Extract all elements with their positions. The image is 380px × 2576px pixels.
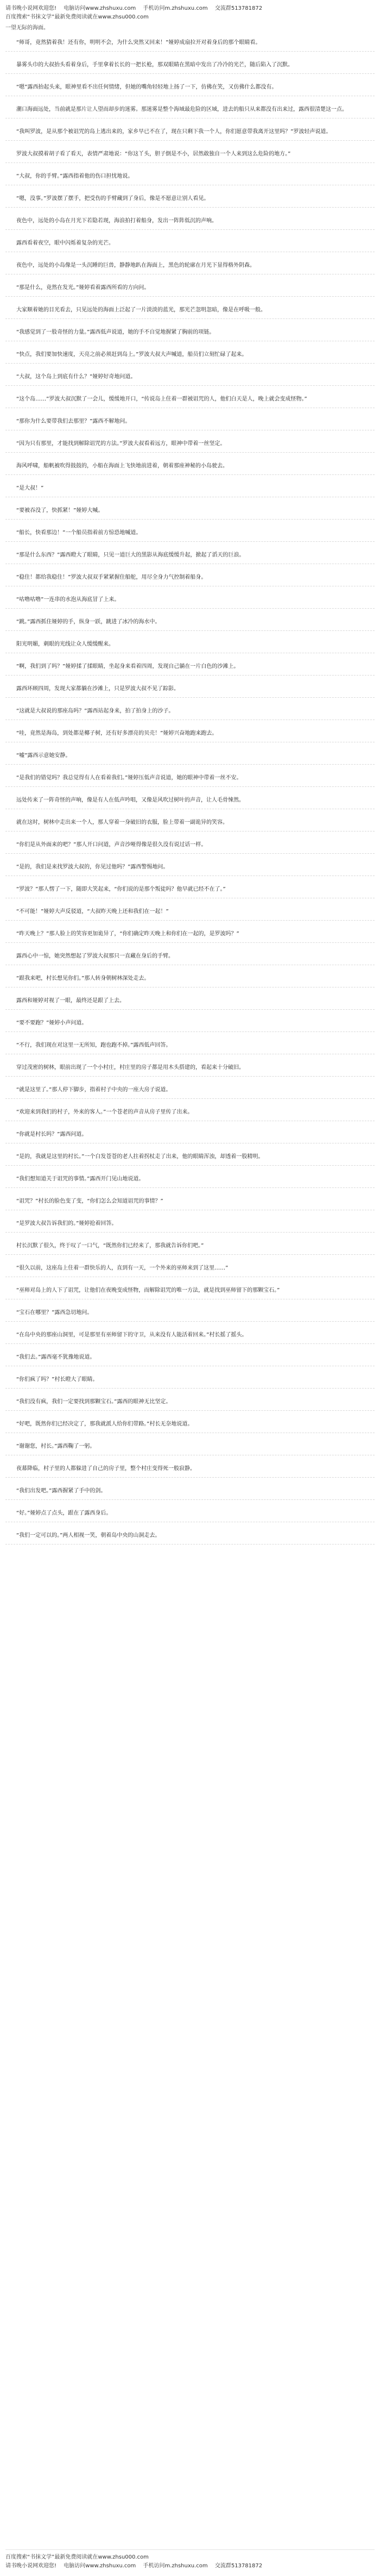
paragraph: “欢迎来到我们的村子，外来的客人。”一个苍老的声音从房子里传了出来。 [5, 1108, 375, 1121]
paragraph: “不可能！”娅婷大声反驳道，“大叔昨天晚上还和我们在一起！” [5, 907, 375, 921]
paragraph: “是大叔！” [5, 484, 375, 497]
paragraph: 夜幕降临，村子里的人都躲进了自己的房子里，整个村庄变得死一般寂静。 [5, 1464, 375, 1478]
paragraph: “是罗波大叔告诉我们的。”娅婷抢着回答。 [5, 1219, 375, 1233]
paragraph: “这个岛……”罗波大叔沉默了一会儿，缓缓地开口，“传说岛上住着一群被诅咒的人，他们白天是人，晚上就会变成怪物。” [5, 395, 375, 408]
paragraph: 夜色中，远处的小岛在月光下若隐若现，海浪拍打着船身，发出一阵阵低沉的声响。 [5, 216, 375, 230]
paragraph: 露西环顾四周，发现大家都躺在沙滩上，只是罗波大叔不见了踪影。 [5, 684, 375, 698]
paragraph: 大家顺着她的目光看去，只见远处的海面上泛起了一片淡淡的蓝光，那光芒忽明忽暗，像是在呼吸一般。 [5, 305, 375, 319]
footer-mobile-url-link[interactable]: 手机访问m.zhshuxu.com [143, 2563, 208, 2569]
site-footer [5, 2549, 375, 2571]
paragraph: “是的，我就是这里的村长。”一个白发苍苍的老人拄着拐杖走了出来，他的眼睛浑浊，却透着一股精明。 [5, 1152, 375, 1166]
paragraph: “巫师对岛上的人下了诅咒，让他们在夜晚变成怪物，而解除诅咒的唯一方法，就是找到巫师留下的那颗宝石。” [5, 1286, 375, 1299]
footer-desktop-url-link[interactable]: 电脑访问www.zhshuxu.com [64, 2563, 136, 2569]
paragraph: “很久以前，这座岛上住着一群快乐的人，直到有一天，一个外来的巫师来到了这里……” [5, 1264, 375, 1277]
paragraph: “那是什么，竟然在发光。”娅婷看着露西所看的方向问。 [5, 283, 375, 297]
welcome-text: 请书晚小说网欢迎您! [5, 5, 57, 11]
footer-search-promo: 百度搜索“书抹文学”最新免费阅读就在www.zhsu000.com [5, 2554, 149, 2560]
paragraph: “诅咒？”村长的脸色变了变，“你们怎么会知道诅咒的事情？” [5, 1197, 375, 1210]
search-promo-line: 百度搜索“书抹文学”最新免费阅读就在www.zhsu000.com [5, 14, 149, 20]
paragraph: “跳。”露西抓住娅婷的手，纵身一跃，跳进了冰冷的海水中。 [5, 617, 375, 631]
paragraph: “嗯”露西抬起头来，眼神里看不出任何情绪，但她的嘴角轻轻地上扬了一下，仿佛在笑，又仿佛什么都没有。 [5, 83, 375, 96]
paragraph: “稳住！都给我稳住！”罗波大叔双手紧紧握住船舵，用尽全身力气控制着船身。 [5, 573, 375, 586]
paragraph: “大叔，你的手臂。”露西指着他的伤口担忧地说。 [5, 172, 375, 185]
paragraph: “要被吞没了，快抓紧！”娅婷大喊。 [5, 506, 375, 520]
paragraph: “师哥，竟然猜着我！还有你，明明不会，为什么突然又回来！”娅婷成扇拉开对着身后的那个眼睛看。 [5, 38, 375, 52]
paragraph: “我叫罗波，是从那个被诅咒的岛上逃出来的，家乡早已不在了，现在只剩下我一个人，你们愿意带我离开这里吗？”罗波轻声说道。 [5, 127, 375, 141]
chapter-title: 一望无际的海面。 [5, 25, 49, 31]
paragraph: “大叔，这个岛上到底有什么？”娅婷好奇地问道。 [5, 372, 375, 386]
paragraph: “昨天晚上？”那人脸上的笑容更加诡异了，“你们确定昨天晚上和你们在一起的，是罗波吗？” [5, 929, 375, 943]
paragraph: “我们去。”露西毫不犹豫地说道。 [5, 1353, 375, 1366]
paragraph: “嗯，没事。”罗波摆了摆手，把受伤的手臂藏到了身后，像是不愿意让别人看见。 [5, 194, 375, 208]
paragraph: “咕噜咕噜”一连串的水泡从海底冒了上来。 [5, 595, 375, 609]
paragraph: “谢谢您，村长。”露西鞠了一躬。 [5, 1442, 375, 1455]
paragraph: 露西看着夜空，眼中闪烁着复杂的光芒。 [5, 239, 375, 252]
footer-site-info [5, 2562, 375, 2571]
footer-group-number: 交流群513781872 [214, 2563, 263, 2569]
paragraph: “跟我来吧，村长想见你们。”那人转身朝树林深处走去。 [5, 974, 375, 987]
paragraph: “宝石在哪里？”露西急切地问。 [5, 1308, 375, 1322]
mobile-url-link[interactable]: 手机访问m.zhshuxu.com [143, 5, 208, 11]
paragraph: “那你为什么要带我们去那里？”露西不解地问。 [5, 417, 375, 430]
paragraph: “啊，我们到了吗？”娅婷揉了揉眼睛，坐起身来看着四周，发现自己躺在一片白色的沙滩上。 [5, 662, 375, 676]
paragraph: 暴雾头巾的大叔抬头看着身后，手里拿着长长的一把长枪，那双眼睛在黑暗中发出了冷冷的光芒，随后陷入了沉默。 [5, 60, 375, 74]
paragraph: 罗波大叔摸着胡子看了看天，表情严肃地说：“你这丫头，胆子倒是不小，居然敢独自一个人来到这么危险的地方。” [5, 149, 375, 163]
paragraph: “嘘”露西示意她安静。 [5, 751, 375, 765]
paragraph: “这就是大叔说的那座岛吗？”露西站起身来，拍了拍身上的沙子。 [5, 706, 375, 720]
paragraph: 海风呼啸，船帆被吹得鼓鼓的，小船在海面上飞快地前进着，朝着那座神秘的小岛驶去。 [5, 461, 375, 475]
paragraph: “就是这里了。”那人停下脚步，指着村子中央的一座大房子说道。 [5, 1085, 375, 1099]
paragraph: “你就是村长吗？”露西问道。 [5, 1130, 375, 1143]
paragraph: “是我们的错觉吗？我总觉得有人在看着我们。”娅婷压低声音说道，她的眼神中带着一丝不安。 [5, 773, 375, 787]
paragraph: “好吧，既然你们已经决定了，那我就派人给你们带路。”村长无奈地说道。 [5, 1420, 375, 1433]
paragraph: 远处传来了一阵奇怪的声响，像是有人在低声吟唱，又像是风吹过树叶的声音，让人毛骨悚然。 [5, 796, 375, 809]
paragraph: 村长沉默了很久，终于叹了一口气，“既然你们已经来了，那我就告诉你们吧。” [5, 1241, 375, 1255]
paragraph: “你们疯了吗？”村长瞪大了眼睛。 [5, 1375, 375, 1389]
paragraph: 就在这时，树林中走出来一个人，那人穿着一身破旧的衣服，脸上带着一副诡异的笑容。 [5, 818, 375, 831]
paragraph: “我们想知道关于诅咒的事情。”露西开门见山地说道。 [5, 1174, 375, 1188]
paragraph: “要不要跑？”娅婷小声问道。 [5, 1018, 375, 1032]
paragraph: “快点，我们要加快速度，天亮之前必须赶到岛上。”罗波大叔大声喊道，船员们立刻忙碌了起来。 [5, 350, 375, 364]
paragraph: 穿过茂密的树林，眼前出现了一个小村庄，村庄里的房子都是用木头搭建的，看起来十分破旧。 [5, 1063, 375, 1077]
paragraph: “罗波？”那人愣了一下，随即大笑起来，“你们说的是那个叛徒吗？他早就已经不在了。” [5, 885, 375, 898]
paragraph: “不行，我们现在对这里一无所知，跑也跑不掉。”露西低声回答。 [5, 1041, 375, 1054]
paragraph: 露西和娅婷对视了一眼，最终还是跟了上去。 [5, 996, 375, 1010]
paragraph: “那是什么东西？”露西瞪大了眼睛，只见一道巨大的黑影从海底缓缓升起，掀起了滔天的巨浪。 [5, 551, 375, 564]
paragraph: “因为只有那里，才能找到解除诅咒的方法。”罗波大叔看着远方，眼神中带着一丝坚定。 [5, 439, 375, 453]
paragraph: “你们是从外面来的吧？”那人开口问道，声音沙哑得像是很久没有说过话一样。 [5, 840, 375, 854]
paragraph: “船长，快看那边！”一个船员指着前方惊恐地喊道。 [5, 528, 375, 542]
paragraph: “我们出发吧。”露西握紧了手中的剑。 [5, 1486, 375, 1500]
paragraph: “我们没有疯，我们一定要找到那颗宝石。”露西的眼神无比坚定。 [5, 1397, 375, 1411]
group-number: 交流群513781872 [214, 5, 263, 11]
paragraph: “我感觉到了一股奇怪的力量。”露西低声说道，她的手不自觉地握紧了胸前的项链。 [5, 328, 375, 341]
chapter-body [0, 35, 380, 1545]
paragraph: 阳光明媚，刺眼的光线让众人缓缓醒来。 [5, 640, 375, 653]
footer-welcome-text: 请书晚小说网欢迎您! [5, 2563, 57, 2569]
site-info-line [5, 4, 375, 13]
paragraph: “是的，我们是来找罗波大叔的，你见过他吗？”露西警惕地问。 [5, 862, 375, 876]
desktop-url-link[interactable]: 电脑访问www.zhshuxu.com [64, 5, 136, 11]
paragraph: “在岛中央的那座山洞里，可是那里有巫师留下的守卫，从来没有人能活着回来。”村长摇了摇头。 [5, 1330, 375, 1344]
site-header [0, 0, 380, 35]
paragraph: “我们一定可以的。”两人相视一笑，朝着岛中央的山洞走去。 [5, 1531, 375, 1545]
paragraph: “好。”娅婷点了点头，跟在了露西身后。 [5, 1509, 375, 1522]
paragraph: 露西心中一惊，她突然想起了罗波大叔那只一直藏在身后的手臂。 [5, 952, 375, 965]
paragraph: 潮口海面远处，当前就是那片让人望而却步的迷雾。那迷雾是整个海域最危险的区域，进去的船只从来都没有出来过，露西很清楚这一点。 [5, 105, 375, 118]
paragraph: “哇，竟然是海岛，到处都是椰子树，还有好多漂亮的贝壳！”娅婷兴奋地跑来跑去。 [5, 729, 375, 742]
paragraph: 夜色中，远处的小岛像是一头沉睡的巨兽，静静地趴在海面上，黑色的轮廓在月光下显得格外阴森。 [5, 261, 375, 274]
